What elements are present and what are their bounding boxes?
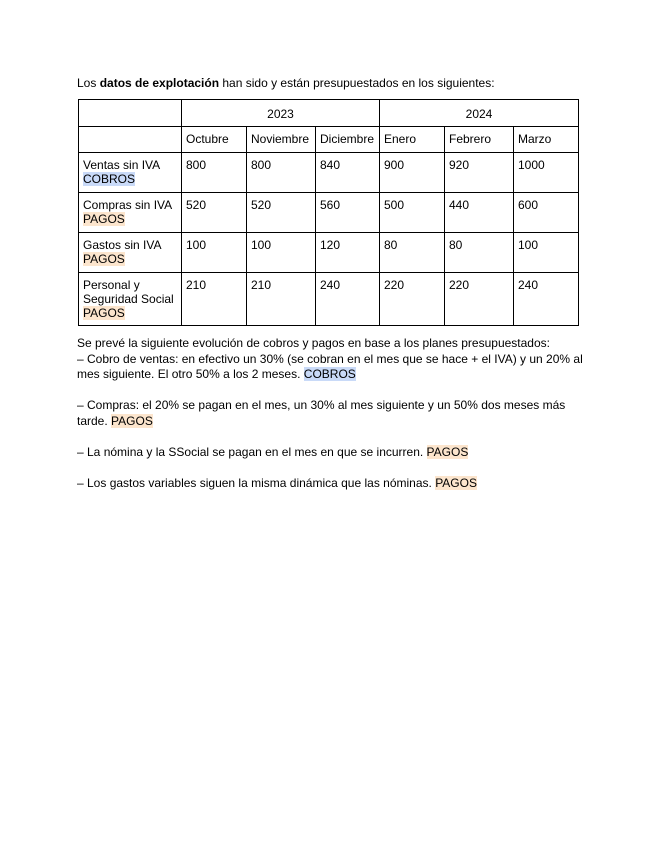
month-header-cell: Octubre xyxy=(182,127,247,153)
note-text: – Los gastos variables siguen la misma dinámica que las nóminas. xyxy=(77,475,436,490)
row-label-cell xyxy=(79,193,182,233)
value-cell: 210 xyxy=(247,273,316,326)
value-cell: 100 xyxy=(182,233,247,273)
note-text: – La nómina y la SSocial se pagan en el mes en que se incurren. xyxy=(77,444,427,459)
value-cell: 240 xyxy=(316,273,380,326)
empty-month-label-cell xyxy=(79,127,182,153)
row-label-cell xyxy=(79,233,182,273)
pagos-tag: PAGOS xyxy=(83,252,125,266)
value-cell: 220 xyxy=(445,273,514,326)
budget-table xyxy=(78,99,579,326)
value-cell: 80 xyxy=(445,233,514,273)
paragraph-spacer xyxy=(77,383,587,399)
value-cell: 840 xyxy=(316,153,380,193)
notes-section xyxy=(77,336,587,491)
notes-lead: Se prevé la siguiente evolución de cobros y pagos en base a los planes presupuestados: xyxy=(77,336,550,350)
table-row xyxy=(79,153,579,193)
value-cell: 100 xyxy=(514,233,579,273)
note-item xyxy=(77,445,587,461)
value-cell: 900 xyxy=(380,153,445,193)
value-cell: 1000 xyxy=(514,153,579,193)
value-cell: 920 xyxy=(445,153,514,193)
value-cell: 800 xyxy=(182,153,247,193)
note-item xyxy=(77,352,587,383)
row-label-text: Compras sin IVA xyxy=(83,198,173,212)
month-header-cell: Febrero xyxy=(445,127,514,153)
value-cell: 560 xyxy=(316,193,380,233)
paragraph-spacer xyxy=(77,460,587,476)
pagos-tag: PAGOS xyxy=(426,444,469,459)
value-cell: 500 xyxy=(380,193,445,233)
value-cell: 240 xyxy=(514,273,579,326)
intro-paragraph xyxy=(77,76,495,91)
year-2024-header: 2024 xyxy=(380,100,579,127)
year-2023-header: 2023 xyxy=(182,100,380,127)
value-cell: 80 xyxy=(380,233,445,273)
empty-corner-cell xyxy=(79,100,182,127)
table-row xyxy=(79,193,579,233)
row-label-text: Seguridad Social xyxy=(83,292,174,306)
value-cell: 120 xyxy=(316,233,380,273)
month-header-cell: Marzo xyxy=(514,127,579,153)
note-text: – Cobro de ventas: en efectivo un 30% (se cobran en el mes que se hace + el IVA) y un 20% al mes siguiente. El otro 50% a los 2 meses. xyxy=(77,351,583,381)
intro-prefix: Los xyxy=(77,76,100,90)
month-header-row xyxy=(79,127,579,153)
note-text: – Compras: el 20% se pagan en el mes, un 30% al mes siguiente y un 50% dos meses más tarde. xyxy=(77,398,566,428)
value-cell: 210 xyxy=(182,273,247,326)
table-row xyxy=(79,273,579,326)
year-header-row xyxy=(79,100,579,127)
intro-suffix: han sido y están presupuestados en los siguientes: xyxy=(219,76,495,90)
intro-bold-text: datos de explotación xyxy=(99,76,220,90)
row-label-text: Personal y xyxy=(83,278,140,292)
value-cell: 520 xyxy=(182,193,247,233)
row-label-cell xyxy=(79,153,182,193)
cobros-tag: COBROS xyxy=(83,172,136,186)
month-header-cell: Noviembre xyxy=(247,127,316,153)
note-item xyxy=(77,398,587,429)
value-cell: 440 xyxy=(445,193,514,233)
value-cell: 600 xyxy=(514,193,579,233)
paragraph-spacer xyxy=(77,429,587,445)
month-header-cell: Diciembre xyxy=(316,127,380,153)
cobros-tag: COBROS xyxy=(303,367,356,381)
value-cell: 220 xyxy=(380,273,445,326)
row-label-text: Ventas sin IVA xyxy=(83,158,161,172)
pagos-tag: PAGOS xyxy=(83,306,125,320)
table-row xyxy=(79,233,579,273)
note-item xyxy=(77,476,587,492)
pagos-tag: PAGOS xyxy=(111,413,153,428)
row-label-cell xyxy=(79,273,182,326)
pagos-tag: PAGOS xyxy=(435,475,477,490)
pagos-tag: PAGOS xyxy=(83,212,125,226)
month-header-cell: Enero xyxy=(380,127,445,153)
value-cell: 100 xyxy=(247,233,316,273)
value-cell: 520 xyxy=(247,193,316,233)
value-cell: 800 xyxy=(247,153,316,193)
row-label-text: Gastos sin IVA xyxy=(83,238,162,252)
